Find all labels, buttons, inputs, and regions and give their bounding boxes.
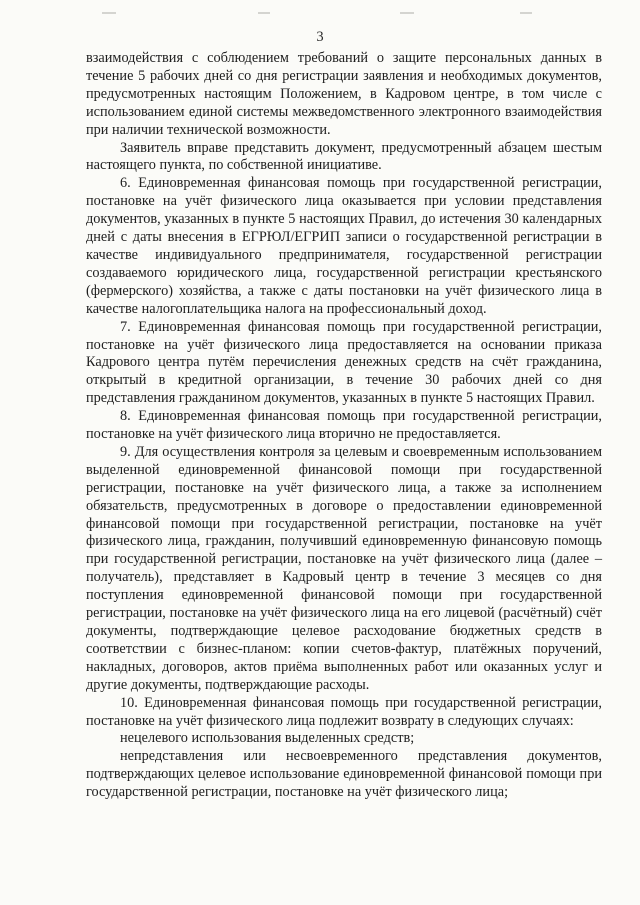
paragraph-7: 7. Единовременная финансовая помощь при государственной регистрации, постановке на учёт физического лица предоставляется на основании приказа Кадрового центра путём перечисления денежных средств на счёт гражданина, открытый в кредитной организации, в течение 30 рабочих дней со дня представления гражданином документов, указанных в пункте 5 настоящих Правил. <box>86 318 602 407</box>
document-body <box>86 50 602 802</box>
list-item-non-submission: непредставления или несвоевременного представления документов, подтверждающих целевое использование единовременной финансовой помощи при государственной регистрации, постановке на учёт физического лица; <box>86 748 602 801</box>
paragraph-8: 8. Единовременная финансовая помощь при государственной регистрации, постановке на учёт физического лица вторично не предоставляется. <box>86 408 602 443</box>
paragraph-6: 6. Единовременная финансовая помощь при государственной регистрации, постановке на учёт физического лица оказывается при условии представления документов, указанных в пункте 5 настоящих Правил, до истечения 30 календарных дней с даты внесения в ЕГРЮЛ/ЕГРИП записи о государственной регистрации в качестве индивидуального предпринимателя, государственной регистрации создаваемого юридического лица, государственной регистрации крестьянского (фермерского) хозяйства, а также с даты постановки на учёт физического лица в качестве налогоплательщика налога на профессиональный доход. <box>86 175 602 317</box>
paragraph-9: 9. Для осуществления контроля за целевым и своевременным использованием выделенной единовременной финансовой помощи при государственной регистрации, постановке на учёт физического лица, а также за исполнением обязательств, предусмотренных в договоре о предоставлении единовременной финансовой помощи при государственной регистрации, постановке на учёт физического лица, гражданин, получивший единовременную финансовую помощь при государственной регистрации, постановке на учёт физического лица (далее – получатель), представляет в Кадровый центр в течение 3 месяцев со дня поступления единовременной финансовой помощи при государственной регистрации, постановке на учёт физического лица на его лицевой (расчётный) счёт документы, подтверждающие целевое расходование бюджетных средств в соответствии с бизнес-планом: копии счетов-фактур, платёжных поручений, накладных, договоров, актов приёма выполненных работ или оказанных услуг и другие документы, подтверждающие расходы. <box>86 443 602 693</box>
scan-mark <box>102 12 116 14</box>
paragraph-applicant-right: Заявитель вправе представить документ, предусмотренный абзацем шестым настоящего пункта, по собственной инициативе. <box>86 139 602 174</box>
paragraph-continuation: взаимодействия с соблюдением требований о защите персональных данных в течение 5 рабочих дней со дня регистрации заявления и необходимых документов, предусмотренных настоящим Положением, в Кадровом центре, в том числе с использованием единой системы межведомственного электронного взаимодействия при наличии технической возможности. <box>86 50 602 138</box>
scan-mark <box>520 12 532 14</box>
scan-mark <box>400 12 414 14</box>
paragraph-10: 10. Единовременная финансовая помощь при государственной регистрации, постановке на учёт физического лица подлежит возврату в следующих случаях: <box>86 694 602 729</box>
list-item-misuse: нецелевого использования выделенных средств; <box>120 730 415 747</box>
scan-mark <box>258 12 270 14</box>
page-number: 3 <box>316 29 324 45</box>
